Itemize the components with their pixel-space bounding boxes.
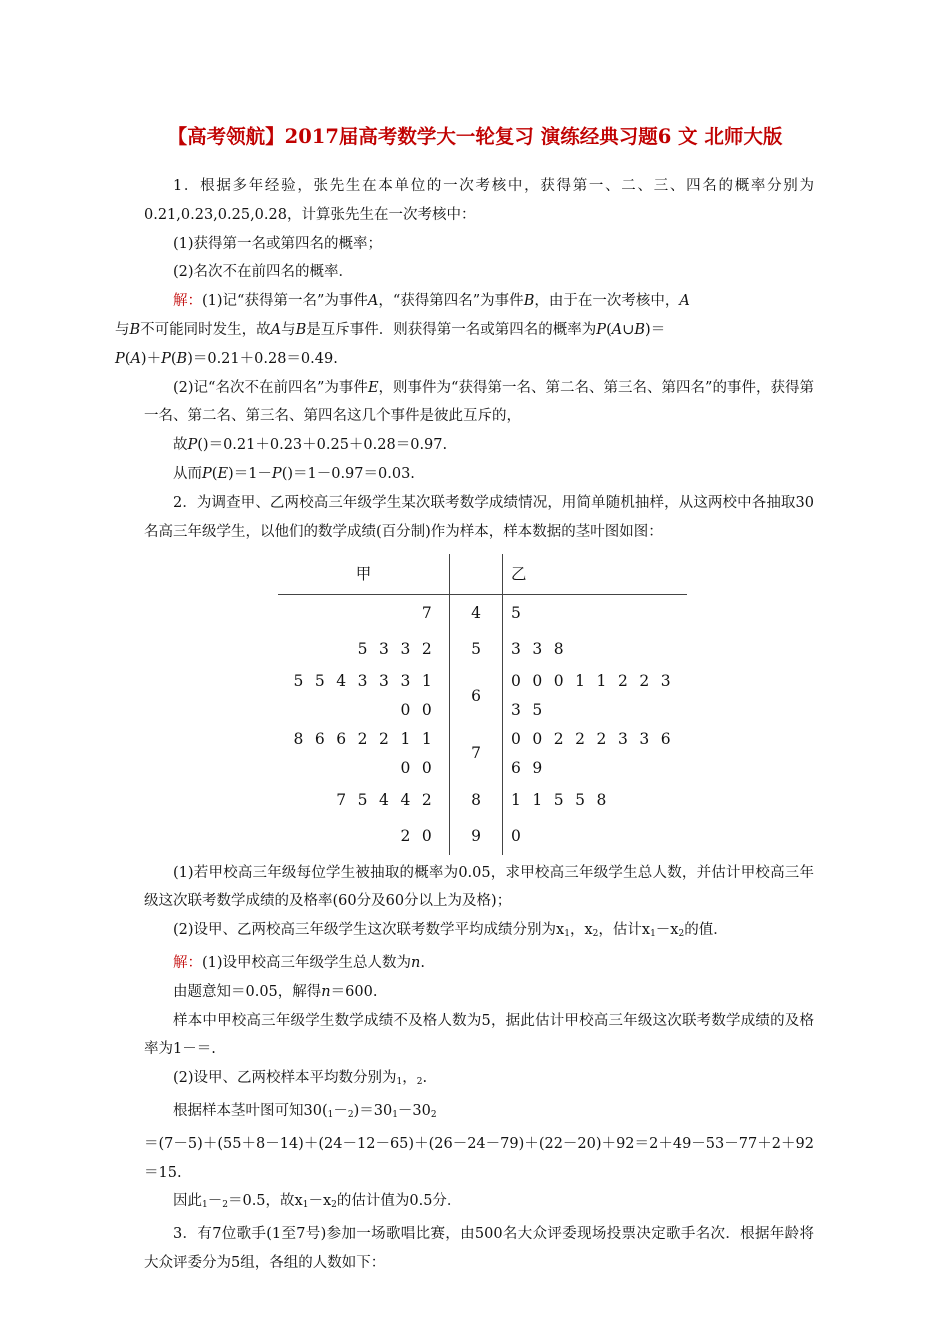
text: ，由于在一次考核中，: [534, 293, 680, 310]
table-row: [278, 783, 687, 819]
text: )＋: [140, 350, 162, 367]
q1-solution-1: [115, 287, 814, 373]
text: 根据样本茎叶图可知30(: [173, 1102, 328, 1119]
solution-label: 解：: [173, 954, 202, 971]
solution-label: 解：: [173, 293, 202, 310]
document-body: [115, 172, 814, 1278]
subscript: 2: [331, 1200, 337, 1211]
stem-value: 6: [450, 667, 503, 725]
text: ，估计x: [598, 922, 651, 939]
text: )＝1－: [228, 465, 272, 482]
q1-part2: (2)名次不在前四名的概率．: [173, 264, 354, 281]
q2-solution-3: 样本中甲校高三年级学生数学成绩不及格人数为5，据此估计甲校高三年级这次联考数学成绩的及格率为1－＝.: [144, 1012, 814, 1058]
leaf-left: 8 6 6 2 2 1 1 0 0: [293, 729, 435, 777]
var: A: [679, 293, 690, 310]
text: 是互斥事件．则获得第一名或第四名的概率为: [306, 321, 597, 338]
text: 从而: [173, 465, 202, 482]
table-row: [278, 595, 687, 632]
var: n: [321, 983, 331, 1000]
text: ，: [402, 1070, 417, 1087]
table-row: [278, 631, 687, 667]
text: 与: [281, 321, 296, 338]
table-row: [278, 819, 687, 855]
text: .: [420, 954, 425, 971]
var: P: [115, 350, 125, 367]
text: －: [207, 1193, 223, 1210]
subscript: 2: [347, 1109, 354, 1120]
leaf-left: 2 0: [400, 827, 435, 846]
var: P: [271, 465, 282, 482]
var: A: [270, 321, 282, 338]
q1-part1: (1)获得第一名或第四名的概率；: [173, 235, 383, 252]
stem-value: 7: [450, 725, 503, 783]
text: 故: [173, 437, 188, 454]
var: B: [176, 350, 188, 367]
q1-solution-3: [144, 431, 814, 460]
leaf-right: 0 0 0 1 1 2 2 3 3 5: [511, 672, 674, 720]
stem-value: 9: [450, 819, 503, 855]
subscript: 1: [564, 929, 570, 940]
leaf-right: 0: [511, 827, 525, 846]
subscript: 1: [302, 1200, 309, 1211]
q2-solution-4: [144, 1064, 814, 1097]
subscript: 2: [592, 929, 599, 940]
text: 因此: [173, 1193, 202, 1210]
text: )＝: [645, 321, 666, 338]
leaf-right: 0 0 2 2 2 3 3 6 6 9: [511, 729, 674, 777]
subscript: 2: [430, 1109, 437, 1120]
text: .: [422, 1070, 428, 1087]
text: 的估计值为0.5分．: [336, 1193, 462, 1210]
text: (1)记“获得第一名”为事件: [202, 293, 368, 310]
text: －30: [397, 1102, 431, 1119]
text: 由题意知＝0.05，解得: [173, 983, 322, 1000]
document-title: 【高考领航】2017届高考数学大一轮复习 演练经典习题6 文 北师大版: [167, 125, 783, 148]
q1-stem: 1．根据多年经验，张先生在本单位的一次考核中，获得第一、二、三、四名的概率分别为0.21,0.23,0.25,0.28，计算张先生在一次考核中：: [144, 178, 814, 223]
leaf-left: 7 5 4 4 2: [336, 791, 435, 810]
subscript: 2: [678, 929, 685, 940]
var: B: [295, 321, 307, 338]
text: ()＝1－0.97＝0.03.: [281, 465, 415, 482]
table-row: [278, 725, 687, 783]
text: )＝30: [353, 1102, 393, 1119]
q1-solution-4: [144, 460, 814, 489]
leaf-left: 5 5 4 3 3 3 1 0 0: [293, 672, 435, 720]
subscript: 1: [392, 1109, 398, 1120]
text: 的值．: [684, 922, 728, 939]
q2-solution-6: ＝(7－5)＋(55＋8－14)＋(24－12－65)＋(26－24－79)＋(22－20)＋92＝2＋49－53－77＋2＋92＝15.: [144, 1135, 814, 1181]
q2-solution-5: [144, 1097, 814, 1130]
text: (2)记“名次不在前四名”为事件: [173, 379, 368, 396]
text: －: [333, 1102, 348, 1119]
stem-leaf-table: [278, 554, 687, 854]
header-right: 乙: [503, 554, 688, 595]
leaf-right: 3 3 8: [511, 639, 567, 658]
var: P: [161, 350, 171, 367]
stem-value: 4: [450, 595, 503, 632]
text: )＝0.21＋0.28＝0.49.: [187, 350, 338, 367]
text: －x: [655, 922, 679, 939]
q1-solution-2: [144, 374, 814, 432]
text: (2)设甲、乙两校样本平均数分别为: [173, 1070, 397, 1087]
leaf-left: 5 3 3 2: [357, 639, 435, 658]
var: A: [367, 293, 379, 310]
var: A: [130, 350, 141, 367]
q2-part1: (1)若甲校高三年级每位学生被抽取的概率为0.05，求甲校高三年级学生总人数，并估计甲校高三年级这次联考数学成绩的及格率(60分及60分以上为及格)；: [144, 864, 814, 910]
subscript: 2: [222, 1200, 228, 1211]
text: (2)设甲、乙两校高三年级学生这次联考数学平均成绩分别为x: [173, 922, 565, 939]
var: n: [411, 954, 421, 971]
text: ，则事件为“获得第一名、第二名、第三名、第四名”的事件，获得第一名、第二名、第三名、第四名这几个事件是彼此互斥的，: [144, 379, 814, 425]
subscript: 1: [650, 929, 656, 940]
text: (: [124, 350, 131, 367]
var: E: [217, 465, 229, 482]
q2-stem: 2．为调查甲、乙两校高三年级学生某次联考数学成绩情况，用简单随机抽样，从这两校中各抽取30名高三年级学生，以他们的数学成绩(百分制)作为样本，样本数据的茎叶图如图：: [144, 494, 814, 540]
text: (: [170, 350, 177, 367]
leaf-left: 7: [421, 603, 435, 622]
header-left: 甲: [278, 554, 450, 595]
text: ()＝0.21＋0.23＋0.25＋0.28＝0.97.: [197, 437, 448, 454]
leaf-right: 1 1 5 5 8: [511, 791, 610, 810]
stem-value: 8: [450, 783, 503, 819]
q3-stem: 3．有7位歌手(1至7号)参加一场歌唱比赛，由500名大众评委现场投票决定歌手名次．根据年龄将大众评委分为5组，各组的人数如下：: [144, 1226, 814, 1271]
var: P: [202, 465, 212, 482]
text: (: [606, 321, 612, 338]
table-header-row: [278, 554, 687, 595]
subscript: 1: [202, 1200, 208, 1211]
text: 不可能同时发生，故: [140, 321, 271, 338]
var: B: [523, 293, 535, 310]
text: －x: [308, 1193, 332, 1210]
var: A: [611, 321, 623, 338]
text: 与: [115, 321, 130, 338]
table-row: [278, 667, 687, 725]
header-stem: [450, 554, 503, 595]
q2-solution-7: [144, 1187, 814, 1220]
text: ∪: [622, 321, 635, 338]
var: P: [187, 437, 198, 454]
subscript: 2: [416, 1077, 423, 1088]
var: P: [596, 321, 607, 338]
stem-value: 5: [450, 631, 503, 667]
text: ，x: [569, 922, 593, 939]
subscript: 1: [396, 1077, 403, 1088]
var: B: [129, 321, 141, 338]
subscript: 1: [327, 1109, 334, 1120]
q2-part2: [144, 916, 814, 949]
var: E: [367, 379, 379, 396]
q2-solution-1: [144, 949, 814, 978]
text: (1)设甲校高三年级学生总人数为: [202, 954, 412, 971]
text: ，“获得第四名”为事件: [378, 293, 524, 310]
q2-solution-2: [144, 978, 814, 1007]
var: B: [634, 321, 646, 338]
text: ＝0.5，故x: [227, 1193, 303, 1210]
text: ＝600.: [330, 983, 378, 1000]
leaf-right: 5: [511, 603, 525, 622]
text: (: [211, 465, 218, 482]
